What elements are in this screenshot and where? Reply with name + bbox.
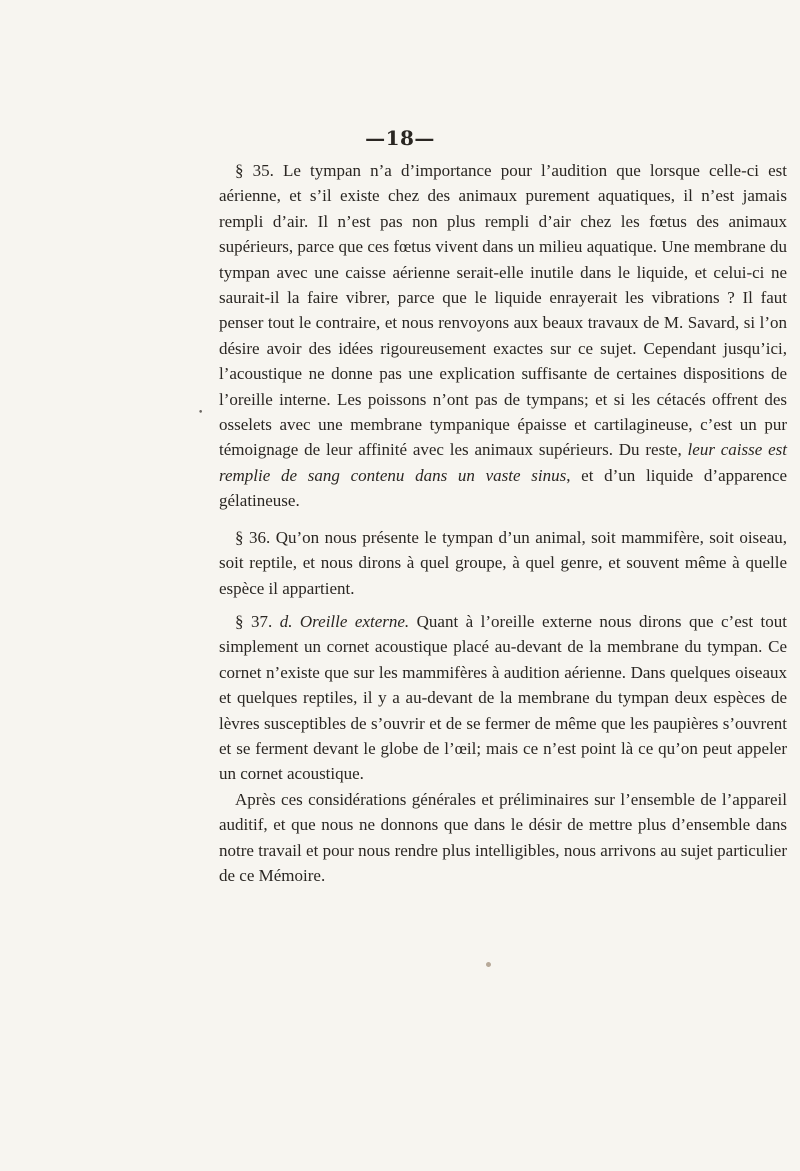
section-number: § 37.: [235, 611, 273, 631]
paragraph-text: Qu’on nous présente le tympan d’un animal, soit mammifère, soit oiseau, soit reptile, et nous dirons à quel groupe, à quel genre, et souvent même à quelle espèce il appartient.: [219, 527, 788, 598]
paragraph-text: Quant à l’oreille externe nous dirons que c’est tout simplement un cornet acoustique placé au-devant de la membrane du tympan. Ce cornet n’existe que sur les mammifères à audition aérienne. Dans quelques oiseaux et quelques reptiles, il y a au-devant de la membrane du tympan deux espèces de lèvres susceptibles de s’ouvrir et de se fermer de même que les paupières s’ouvrent et se ferment devant le globe de l’œil; mais ce n’est point là ce qu’on peut appeler un cornet acoustique.: [219, 611, 787, 784]
section-heading: d. Oreille externe.: [279, 611, 410, 631]
paragraph-conclusion: [219, 787, 787, 889]
paragraph-text: Après ces considérations générales et préliminaires sur l’ensemble de l’appareil auditif, et que nous ne donnons que dans le désir de mettre plus d’ensemble dans notre travail et pour nous rendre plus intelligibles, nous arrivons au sujet particulier de ce Mémoire.: [219, 789, 787, 885]
page-number: —18—: [365, 126, 435, 150]
paragraph-text: , et d’un liquide d’apparence gélatineuse.: [219, 465, 787, 511]
paper-speck: [485, 961, 492, 968]
margin-mark: •: [198, 408, 204, 418]
italic-phrase: leur caisse est remplie de sang contenu dans un vaste sinus: [219, 440, 787, 485]
section-number: § 35.: [235, 161, 274, 180]
body-text: [219, 158, 787, 888]
paragraph-section-37: [219, 609, 787, 787]
paragraph-text: Le tympan n’a d’importance pour l’audition que lorsque celle-ci est aérienne, et s’il existe chez des animaux purement aquatiques, il n’est jamais rempli d’air. Il n’est pas non plus rempli d’air chez les fœtus des animaux supérieurs, parce que ces fœtus vivent dans un milieu aquatique. Une membrane du tympan avec une caisse aérienne serait-elle inutile dans le liquide, et celui-ci ne saurait-il la faire vibrer, parce que le liquide enrayerait les vibrations ? Il faut penser tout le contraire, et nous renvoyons aux beaux travaux de M. Savard, si l’on désire avoir des idées rigoureusement exactes sur ce sujet. Cependant jusqu’ici, l’acoustique ne donne pas une explication suffisante de certaines dispositions de l’oreille interne. Les poissons n’ont pas de tympans; et si les cétacés offrent des osselets avec une membrane tympanique épaisse et cartilagineuse, c’est un pur témoignage de leur affinité avec les animaux supérieurs. Du reste,: [219, 161, 788, 460]
paragraph-section-35: [219, 158, 787, 514]
paragraph-section-36: [219, 525, 787, 601]
section-number: § 36.: [235, 527, 271, 547]
